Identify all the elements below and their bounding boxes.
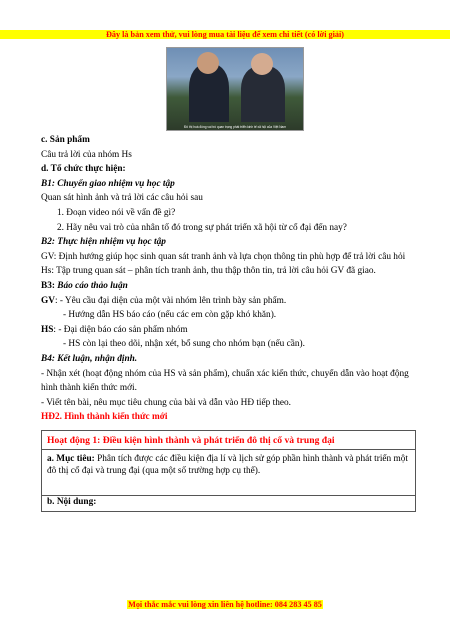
activity-goal xyxy=(41,450,416,496)
step-b4-title: B4: Kết luận, nhận định. xyxy=(41,353,138,364)
step-b4-text-2: - Viết tên bài, nêu mục tiêu chung của bài và dẫn vào HĐ tiếp theo. xyxy=(41,397,291,408)
step-b2-gv: GV: Định hướng giúp học sinh quan sát tranh ảnh và lựa chọn thông tin phù hợp để trả lời câu hỏi xyxy=(41,251,406,262)
hs-label: HS xyxy=(41,324,54,335)
question-1: 1. Đoạn video nói về vấn đề gì? xyxy=(57,207,176,218)
gv-label: GV xyxy=(41,295,55,306)
person-left-head xyxy=(197,52,219,74)
step-b3-label: Báo cáo thảo luận xyxy=(57,280,128,291)
step-b1-title: B1: Chuyển giao nhiệm vụ học tập xyxy=(41,178,175,189)
step-b3-title xyxy=(41,279,421,294)
section-d-title: d. Tổ chức thực hiện: xyxy=(41,164,126,175)
question-2: 2. Hãy nêu vai trò của nhân tố đó trong sự phát triển xã hội từ cổ đại đến nay? xyxy=(57,222,347,233)
step-b4-text-1: - Nhận xét (hoạt động nhóm của HS và sản phẩm), chuẩn xác kiến thức, chuyển dẫn vào hoạt động hình thành kiến thức mới. xyxy=(41,368,409,394)
section-c-title: c. Sản phẩm xyxy=(41,135,90,145)
step-b2-hs: Hs: Tập trung quan sát – phân tích tranh ảnh, thu thập thôn tin, trả lời câu hỏi GV đã giao. xyxy=(41,266,376,277)
video-still-image xyxy=(166,47,304,131)
hs-text: : - Đại diện báo cáo sản phẩm nhóm xyxy=(53,324,188,335)
activity-title: Hoạt động 1: Điều kiện hình thành và phát triển đô thị cổ và trung đại xyxy=(41,430,416,450)
step-b1-text: Quan sát hình ảnh và trả lời các câu hỏi sau xyxy=(41,193,203,204)
step-b3-hs-2: - HS còn lại theo dõi, nhận xét, bổ sung cho nhóm bạn (nếu cần). xyxy=(63,339,305,350)
image-caption: Đô thị hoá đóng vai trò quan trọng phát triển kinh tế xã hội của Việt Nam xyxy=(183,125,286,129)
step-b3-hs xyxy=(41,323,421,338)
gv-text: : - Yêu cầu đại diện của một vài nhóm lên trình bày sản phẩm. xyxy=(54,295,287,306)
goal-label: a. Mục tiêu: xyxy=(47,454,95,464)
step-b3-prefix: B3: xyxy=(41,280,58,291)
preview-notice-banner: Đây là bản xem thử, vui lòng mua tài liệu để xem chi tiết (có lời giải) xyxy=(0,30,450,39)
step-b2-title: B2: Thực hiện nhiệm vụ học tập xyxy=(41,237,166,248)
hd2-title: HĐ2. Hình thành kiến thức mới xyxy=(41,412,168,423)
goal-text: Phân tích được các điều kiện địa lí và lịch sử góp phần hình thành và phát triển một đô thị cổ đại và trung đại (qua một số trường hợp cụ thể). xyxy=(47,454,408,476)
lesson-content xyxy=(41,133,421,425)
step-b3-gv xyxy=(41,294,421,309)
step-b3-gv-2: - Hướng dẫn HS báo cáo (nếu các em còn gặp khó khăn). xyxy=(63,310,277,321)
section-c-text: Câu trả lời của nhóm Hs xyxy=(41,149,132,160)
hotline-footer: Mọi thắc mắc vui lòng xin liên hệ hotline: 084 283 45 85 xyxy=(128,600,322,609)
activity-content-label: b. Nội dung: xyxy=(41,496,416,512)
person-right-head xyxy=(251,53,273,75)
